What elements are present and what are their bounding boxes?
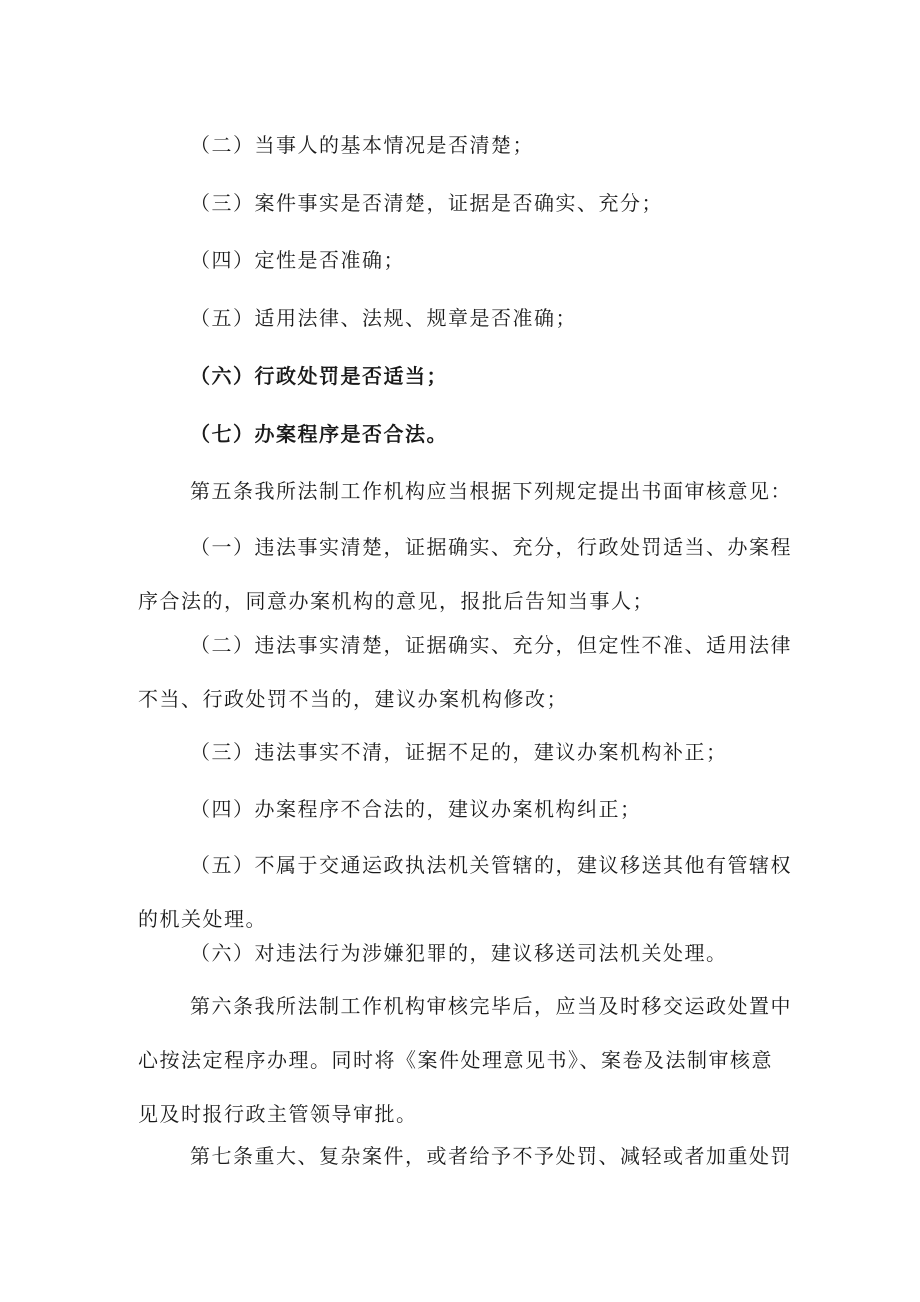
paragraph-opinion-item-5 <box>138 850 798 946</box>
paragraph-line: （四）办案程序不合法的，建议办案机构纠正； <box>190 797 642 821</box>
paragraph-line: （三）违法事实不清，证据不足的，建议办案机构补正； <box>190 740 728 764</box>
paragraph-line: （一）违法事实清楚，证据确实、充分，行政处罚适当、办案程 <box>190 535 792 559</box>
paragraph-line: 第六条我所法制工作机构审核完毕后，应当及时移交运政处置中 <box>190 994 792 1018</box>
paragraph-review-item-3 <box>190 188 850 218</box>
paragraph-line: 心按法定程序办理。同时将《案件处理意见书》、案卷及法制审核意 <box>138 1048 773 1072</box>
paragraph-article-6 <box>138 991 798 1153</box>
paragraph-opinion-item-1 <box>138 532 798 640</box>
paragraph-line: （二）违法事实清楚，证据确实、充分，但定性不准、适用法律 <box>190 633 792 657</box>
paragraph-line: （二）当事人的基本情况是否清楚； <box>190 133 534 157</box>
paragraph-line: 的机关处理。 <box>138 907 267 931</box>
paragraph-review-item-6 <box>190 361 850 391</box>
paragraph-line: （五）不属于交通运政执法机关管辖的，建议移送其他有管辖权 <box>190 853 792 877</box>
paragraph-article-5 <box>190 476 850 506</box>
paragraph-line: （五）适用法律、法规、规章是否准确； <box>190 306 577 330</box>
paragraph-line: （六）对违法行为涉嫌犯罪的，建议移送司法机关处理。 <box>190 941 728 965</box>
paragraph-review-item-4 <box>190 245 850 275</box>
paragraph-line: 不当、行政处罚不当的，建议办案机构修改； <box>138 687 568 711</box>
paragraph-line: 第七条重大、复杂案件，或者给予不予处罚、减轻或者加重处罚 <box>190 1144 792 1168</box>
paragraph-review-item-7 <box>190 419 850 449</box>
paragraph-line: 序合法的，同意办案机构的意见，报批后告知当事人； <box>138 589 654 613</box>
paragraph-line: 第五条我所法制工作机构应当根据下列规定提出书面审核意见： <box>190 479 792 503</box>
paragraph-opinion-item-4 <box>190 794 850 824</box>
paragraph-opinion-item-2 <box>138 630 798 738</box>
paragraph-opinion-item-6 <box>190 938 850 968</box>
paragraph-opinion-item-3 <box>190 737 850 767</box>
paragraph-article-7 <box>190 1141 850 1171</box>
paragraph-line: 见及时报行政主管领导审批。 <box>138 1102 418 1126</box>
paragraph-line: （四）定性是否准确； <box>190 248 405 272</box>
paragraph-line: （七）办案程序是否合法。 <box>190 422 448 446</box>
paragraph-review-item-5 <box>190 303 850 333</box>
paragraph-line: （六）行政处罚是否适当； <box>190 364 448 388</box>
paragraph-review-item-2 <box>190 130 850 160</box>
paragraph-line: （三）案件事实是否清楚，证据是否确实、充分； <box>190 191 663 215</box>
